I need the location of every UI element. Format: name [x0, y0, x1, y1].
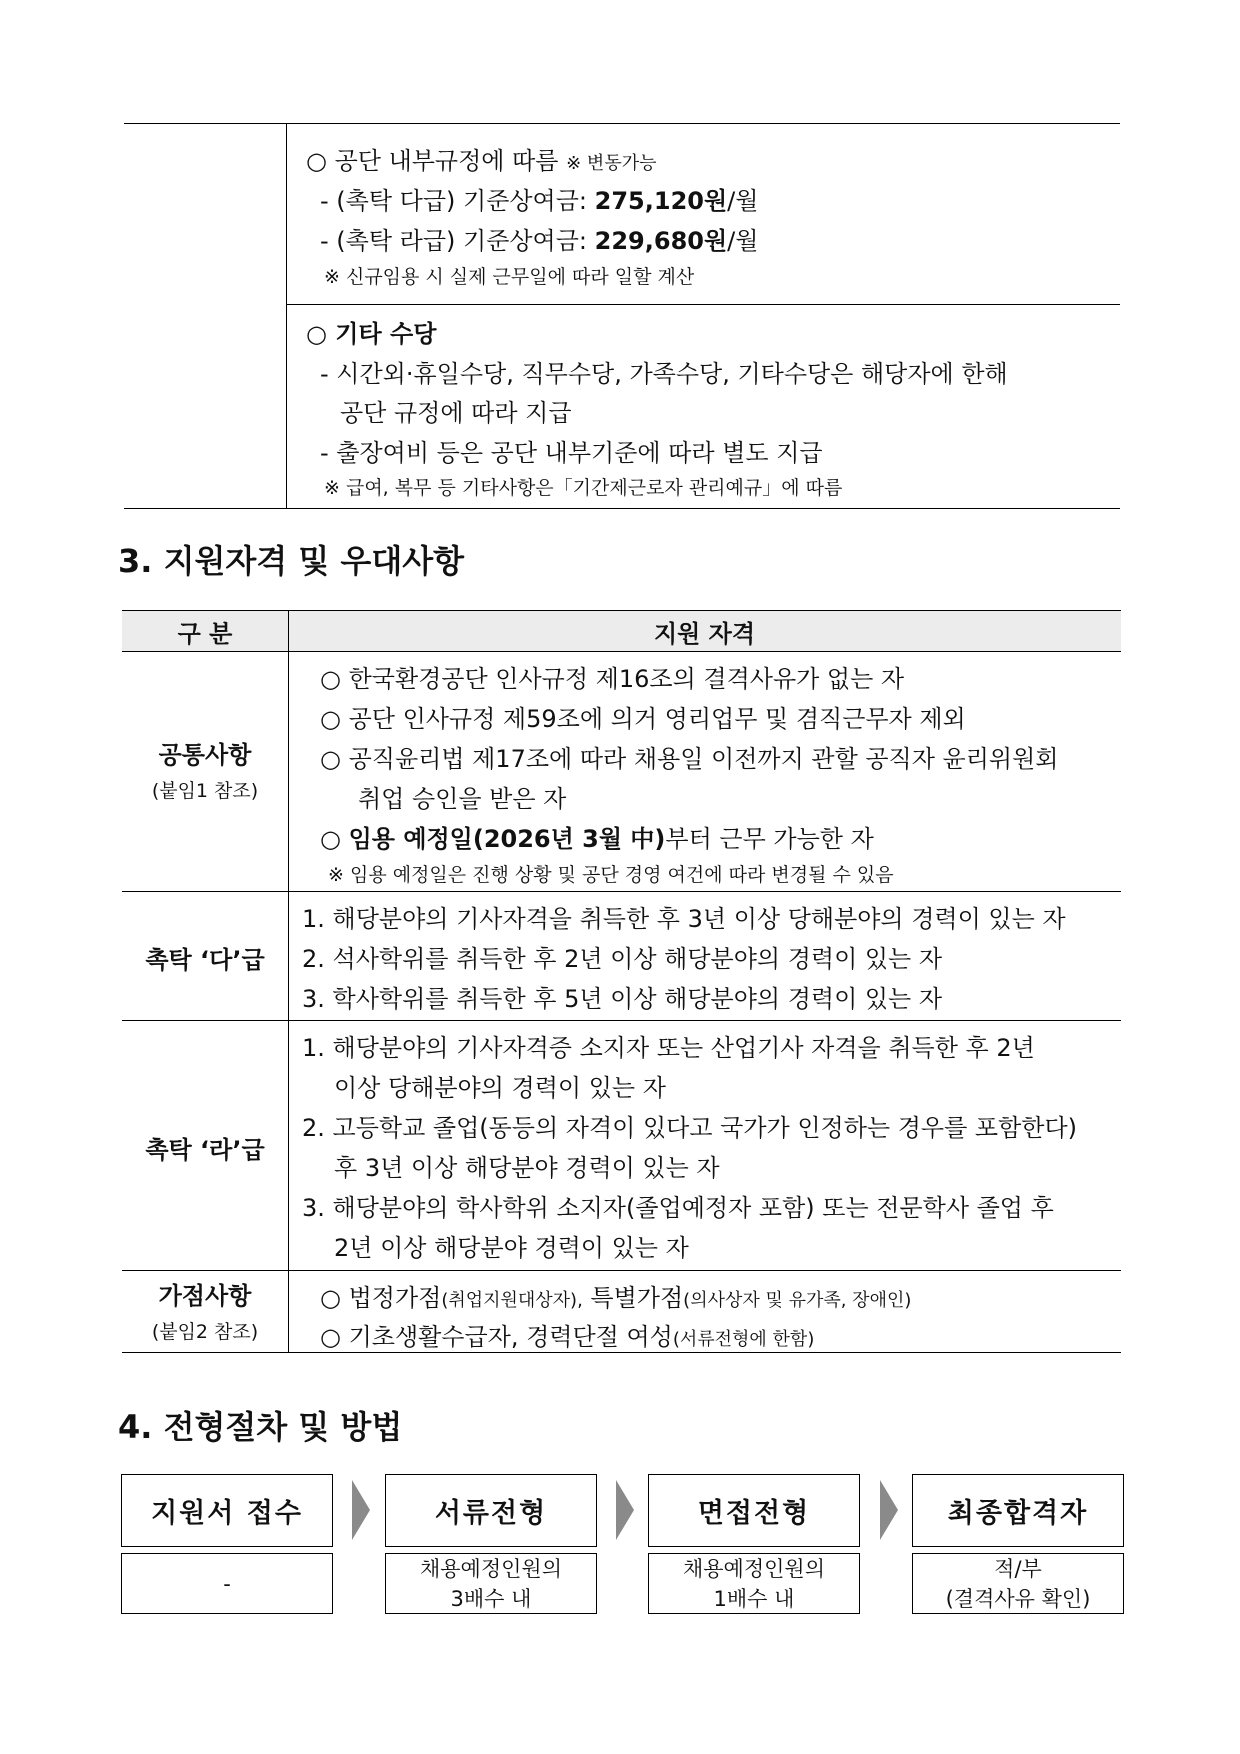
- allowance-heading: ○ 기타 수당: [306, 320, 437, 348]
- allowance-note: ※ 급여, 복무 등 기타사항은「기간제근로자 관리예규」에 따름: [324, 477, 843, 499]
- row-label-grade-da: 촉탁 ‘다’급: [145, 946, 265, 974]
- grade-ra-item-1: 1. 해당분야의 기사자격증 소지자 또는 산업기사 자격을 취득한 후 2년: [302, 1034, 1035, 1062]
- grade-ra-item-3-cont: 2년 이상 해당분야 경력이 있는 자: [334, 1234, 689, 1262]
- allowance-line1-cont: 공단 규정에 따라 지급: [340, 399, 572, 427]
- allowance-line1: - 시간외·휴일수당, 직무수당, 가족수당, 기타수당은 해당자에 한해: [320, 360, 1008, 388]
- step-interview-detail: 채용예정인원의 1배수 내: [648, 1553, 860, 1614]
- row-label-bonus: 가점사항: [158, 1282, 252, 1310]
- grade-ra-item-1-cont: 이상 당해분야의 경력이 있는 자: [334, 1074, 666, 1102]
- grade-da-item-3: 3. 학사학위를 취득한 후 5년 이상 해당분야의 경력이 있는 자: [302, 985, 943, 1013]
- grade-ra-item-3: 3. 해당분야의 학사학위 소지자(졸업예정자 포함) 또는 전문학사 졸업 후: [302, 1194, 1054, 1222]
- row-label-common: 공통사항: [158, 741, 252, 769]
- common-item-3-cont: 취업 승인을 받은 자: [358, 785, 567, 813]
- bonus-item-2: ○ 기초생활수급자, 경력단절 여성(서류전형에 한함): [320, 1323, 815, 1351]
- grade-ra-item-2: 2. 고등학교 졸업(동등의 자격이 있다고 국가가 인정하는 경우를 포함한다): [302, 1114, 1077, 1142]
- common-note: ※ 임용 예정일은 진행 상황 및 공단 경영 여건에 따라 변경될 수 있음: [328, 864, 894, 886]
- row-sublabel-common: (붙임1 참조): [151, 780, 259, 802]
- common-item-2: ○ 공단 인사규정 제59조에 의거 영리업무 및 겸직근무자 제외: [320, 705, 966, 733]
- step-document-screening-detail: 채용예정인원의 3배수 내: [385, 1553, 597, 1614]
- step-application-detail: -: [121, 1553, 333, 1614]
- common-item-3: ○ 공직윤리법 제17조에 따라 채용일 이전까지 관할 공직자 윤리위원회: [320, 745, 1059, 773]
- base-pay-note: ※ 신규임용 시 실제 근무일에 따라 일할 계산: [324, 266, 695, 288]
- base-pay-line-da: - (촉탁 다급) 기준상여금: 275,120원/월: [320, 187, 759, 215]
- row-label-grade-ra: 촉탁 ‘라’급: [145, 1136, 265, 1164]
- grade-da-item-1: 1. 해당분야의 기사자격을 취득한 후 3년 이상 당해분야의 경력이 있는 자: [302, 905, 1066, 933]
- grade-da-item-2: 2. 석사학위를 취득한 후 2년 이상 해당분야의 경력이 있는 자: [302, 945, 943, 973]
- step-application: 지원서 접수: [121, 1474, 333, 1547]
- section4-title: 4. 전형절차 및 방법: [118, 1408, 403, 1446]
- row-sublabel-bonus: (붙임2 참조): [151, 1321, 259, 1343]
- common-item-1: ○ 한국환경공단 인사규정 제16조의 결격사유가 없는 자: [320, 665, 905, 693]
- step-final-pass: 최종합격자: [912, 1474, 1124, 1547]
- step-final-pass-detail: 적/부 (결격사유 확인): [912, 1553, 1124, 1614]
- common-item-4: ○ 임용 예정일(2026년 3월 中)부터 근무 가능한 자: [320, 825, 874, 853]
- arrow-right-icon: [616, 1480, 634, 1540]
- arrow-right-icon: [880, 1480, 898, 1540]
- arrow-right-icon: [352, 1480, 370, 1540]
- step-interview: 면접전형: [648, 1474, 860, 1547]
- allowance-line2: - 출장여비 등은 공단 내부기준에 따라 별도 지급: [320, 439, 823, 467]
- bonus-item-1: ○ 법정가점(취업지원대상자), 특별가점(의사상자 및 유가족, 장애인): [320, 1284, 912, 1312]
- step-document-screening: 서류전형: [385, 1474, 597, 1547]
- base-pay-heading: ○ 공단 내부규정에 따름 ※ 변동가능: [306, 147, 657, 175]
- col-header-category: 구 분: [177, 620, 233, 648]
- col-header-qualification: 지원 자격: [653, 620, 756, 648]
- grade-ra-item-2-cont: 후 3년 이상 해당분야 경력이 있는 자: [334, 1154, 720, 1182]
- section3-title: 3. 지원자격 및 우대사항: [118, 542, 465, 580]
- base-pay-line-ra: - (촉탁 라급) 기준상여금: 229,680원/월: [320, 227, 759, 255]
